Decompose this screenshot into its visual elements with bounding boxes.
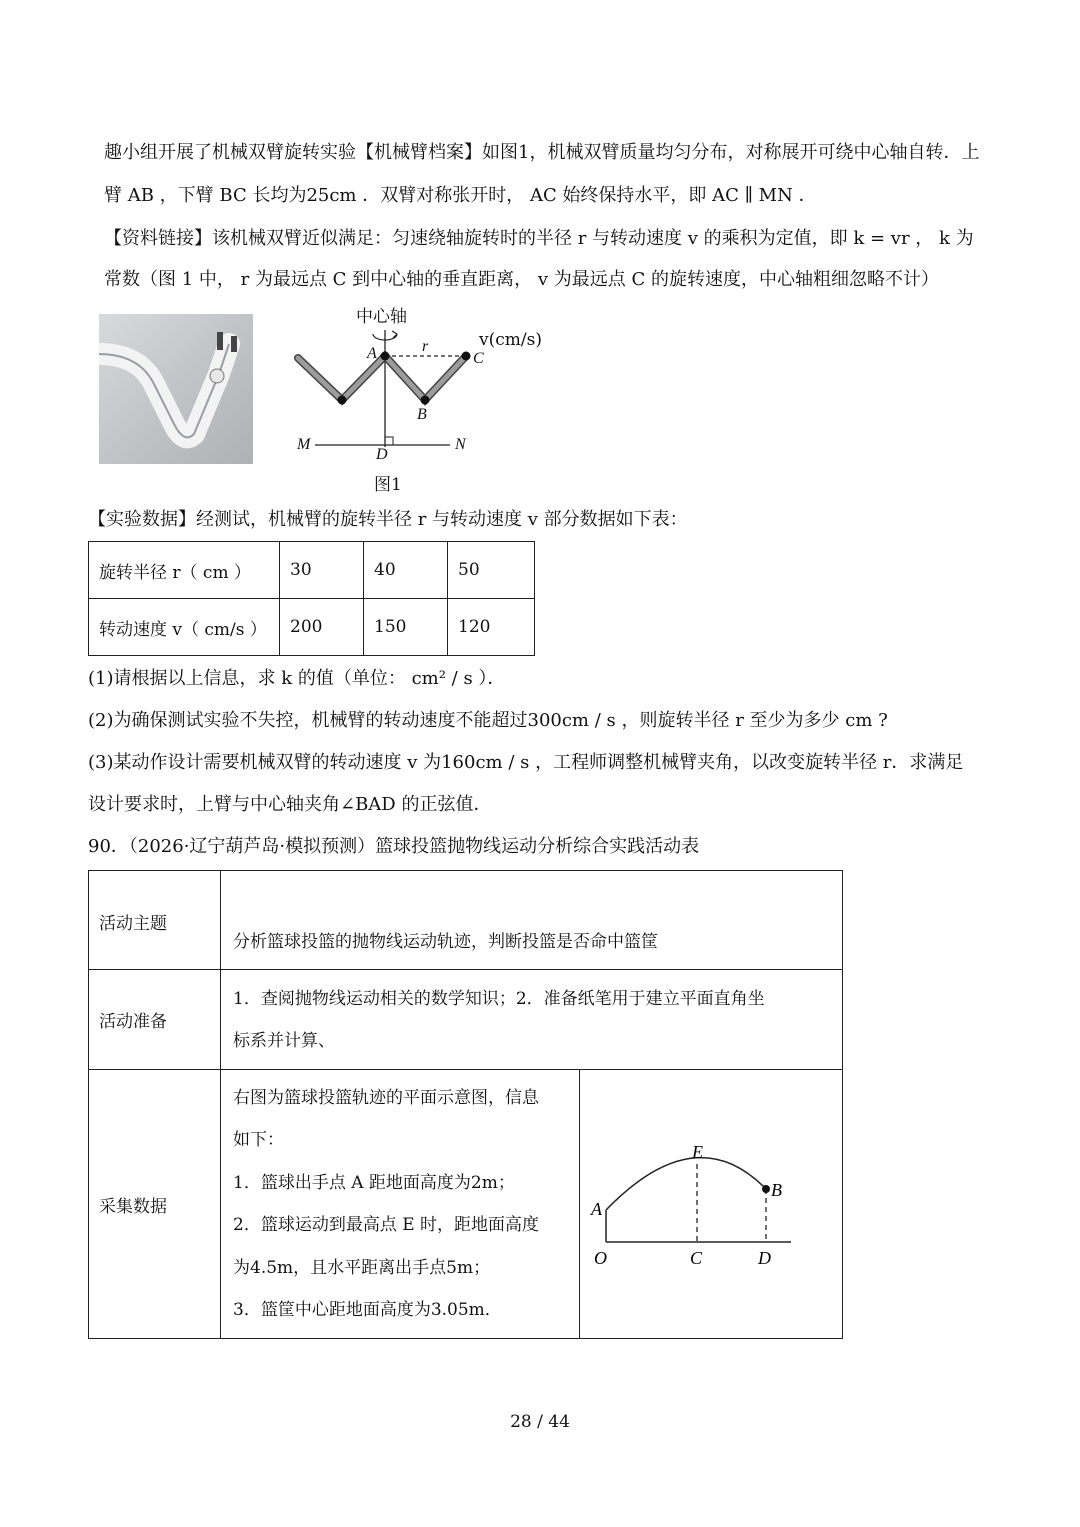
table-row <box>89 871 843 970</box>
table-cell: 30 <box>280 542 364 599</box>
label-M: M <box>297 436 311 453</box>
label-B: B <box>417 406 427 423</box>
question-3-line-1: (3)某动作设计需要机械双臂的转动速度 v 为160cm / s ，工程师调整机械臂夹角，以改变旋转半径 r．求满足 <box>88 752 964 773</box>
info-line-1: 【资料链接】该机械双臂近似满足：匀速绕轴旋转时的半径 r 与转动速度 v 的乘积为定值，即 k = vr ， k 为 <box>104 228 974 249</box>
prep-line-1: 1．查阅抛物线运动相关的数学知识；2．准备纸笔用于建立平面直角坐 <box>233 988 765 1009</box>
intro-line-2: 臂 AB ，下臂 BC 长均为25cm ．双臂对称张开时， AC 始终保持水平，即 AC ∥ MN ． <box>104 185 817 206</box>
question-1: (1)请根据以上信息，求 k 的值（单位： cm² / s ）． <box>88 668 506 689</box>
data-table <box>88 541 535 656</box>
table-row <box>89 1070 843 1339</box>
label-D: D <box>376 446 388 463</box>
collect-label: 采集数据 <box>89 1070 221 1339</box>
velocity-label: v(cm/s) <box>479 330 542 350</box>
theme-label: 活动主题 <box>89 871 221 970</box>
figure-1-caption: 图1 <box>374 475 402 495</box>
robot-arm-photo <box>99 314 253 464</box>
activity-table <box>88 870 843 1339</box>
problem-90-title: 90．（2026·辽宁葫芦岛·模拟预测）篮球投篮抛物线运动分析综合实践活动表 <box>88 836 700 857</box>
prep-cell <box>221 970 843 1070</box>
label-A: A <box>367 345 377 362</box>
label-B2: B <box>771 1179 782 1200</box>
table-row <box>89 970 843 1070</box>
data-intro: 【实验数据】经测试，机械臂的旋转半径 r 与转动速度 v 部分数据如下表： <box>88 509 688 530</box>
collect-line: 1．篮球出手点 A 距地面高度为2m； <box>233 1172 515 1193</box>
prep-line-2: 标系并计算、 <box>233 1030 335 1051</box>
table-cell: 150 <box>364 599 448 656</box>
collect-line: 为4.5m，且水平距离出手点5m； <box>233 1257 491 1278</box>
label-A2: A <box>591 1198 602 1219</box>
label-C2: C <box>690 1247 703 1268</box>
table-cell: 50 <box>448 542 535 599</box>
trajectory-figure-cell <box>580 1070 843 1339</box>
collect-line: 3．篮筐中心距地面高度为3.05m． <box>233 1300 502 1320</box>
table-cell: 120 <box>448 599 535 656</box>
robot-arm-drawing <box>99 314 253 464</box>
intro-line-1: 趣小组开展了机械双臂旋转实验【机械臂档案】如图1，机械双臂质量均匀分布，对称展开可绕中心轴自转．上 <box>104 142 980 163</box>
label-C: C <box>473 350 484 367</box>
row-header-speed: 转动速度 v（ cm/s ） <box>89 599 280 656</box>
collect-line: 2．篮球运动到最高点 E 时，距地面高度 <box>233 1215 540 1235</box>
table-row <box>89 542 535 599</box>
label-r: r <box>422 338 429 355</box>
table-cell: 40 <box>364 542 448 599</box>
question-2: (2)为确保测试实验不失控，机械臂的转动速度不能超过300cm / s ，则旋转半径 r 至少为多少 cm ? <box>88 710 888 731</box>
trajectory-figure <box>581 1072 839 1337</box>
question-3-line-2: 设计要求时，上臂与中心轴夹角∠BAD 的正弦值． <box>88 794 492 815</box>
theme-text: 分析篮球投篮的抛物线运动轨迹，判断投篮是否命中篮筐 <box>221 871 843 970</box>
label-O: O <box>594 1247 607 1268</box>
info-line-2: 常数（图 1 中， r 为最远点 C 到中心轴的垂直距离， v 为最远点 C 的旋转速度，中心轴粗细忽略不计） <box>104 269 939 290</box>
figure-1 <box>285 300 555 490</box>
row-header-radius: 旋转半径 r（ cm ） <box>89 542 280 599</box>
collect-cell <box>221 1070 580 1339</box>
axis-label: 中心轴 <box>356 307 407 327</box>
collect-line: 右图为篮球投篮轨迹的平面示意图，信息 <box>233 1087 539 1108</box>
table-cell: 200 <box>280 599 364 656</box>
label-E: E <box>692 1141 703 1162</box>
table-row <box>89 599 535 656</box>
prep-label: 活动准备 <box>89 970 221 1070</box>
label-N: N <box>455 436 466 453</box>
label-D2: D <box>758 1247 771 1268</box>
page-number: 28 / 44 <box>510 1412 570 1432</box>
collect-line: 如下： <box>233 1130 284 1150</box>
